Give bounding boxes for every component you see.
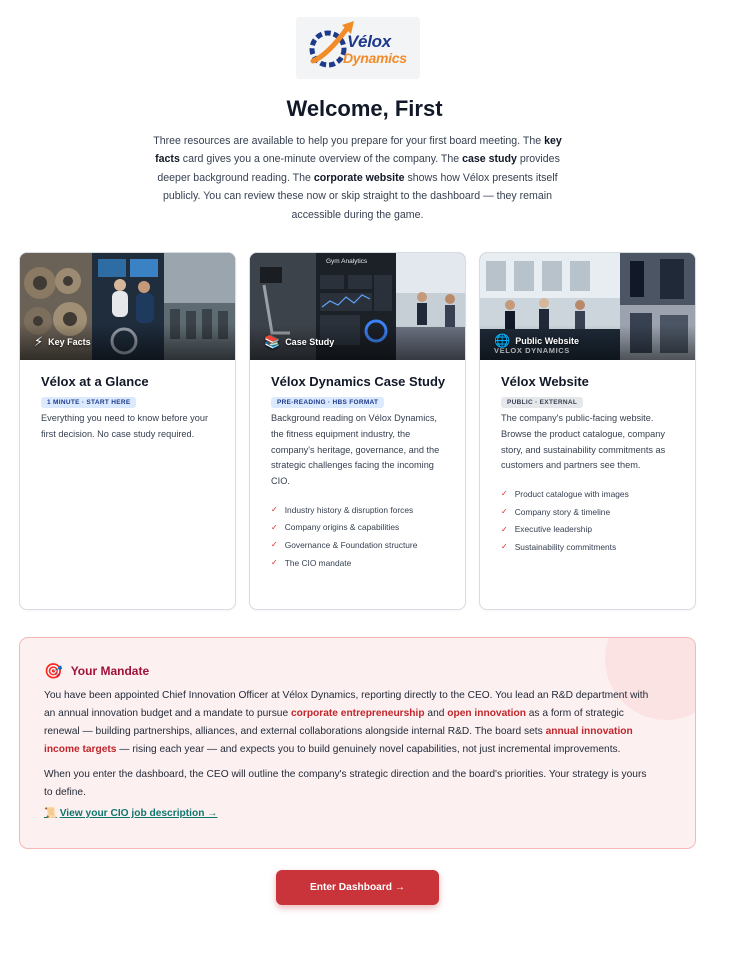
check-icon: ✓ [271, 558, 278, 568]
card-title: Vélox Website [501, 374, 589, 389]
card-badge: PUBLIC · EXTERNAL [501, 397, 583, 408]
highlight-corporate-entrepreneurship: corporate entrepreneurship [290, 708, 425, 719]
intro-website: corporate website [313, 171, 405, 184]
intro-key-facts: key facts [155, 135, 562, 166]
intro-text: Three resources are available to help you prepare for your first board meeting. The key facts card gives you a one-minute overview of the company. The case study provides deeper background reading. The corporate website shows how Vélox presents itself publicly. You can review these now or skip straight to the dashboard — they remain accessible during the game. [153, 135, 562, 221]
mandate-paragraph: You have been appointed Chief Innovation Officer at Vélox Dynamics, reporting directly to the CEO. You lead an R&D department with an annual innovation budget and a mandate to pursue corporate entrepreneurship and open innovation as a form of strategic renewal — building partnerships, alliances, and external collaborations alongside internal R&D. The board sets annual innovation income targets — rising each year — and expects you to build genuinely novel capabilities, not just incremental improvements. [44, 690, 649, 755]
list-item: ✓ Sustainability commitments [501, 541, 617, 552]
card-badge: 1 MINUTE · START HERE [41, 397, 136, 408]
target-icon: 🎯 [44, 663, 63, 680]
logo-wordmark-bottom: Dynamics [343, 50, 407, 66]
logo-wordmark-top: Vélox [347, 32, 391, 51]
check-icon: ✓ [501, 489, 508, 499]
website-image [480, 253, 695, 360]
feature-list [271, 501, 447, 571]
card-badge: PRE-READING · HBS FORMAT [271, 397, 384, 408]
card-website[interactable] [479, 252, 696, 610]
highlight-open-innovation: open innovation [447, 708, 526, 719]
mandate-header [44, 662, 149, 680]
case-study-image-text: Gym Analytics [326, 258, 368, 265]
intro-case-study: case study [462, 153, 517, 166]
mandate-title: Your Mandate [70, 664, 150, 678]
mandate-paragraph-2: When you enter the dashboard, the CEO will outline the company's strategic direction and the board's priorities. Your strategy is yours to define. [44, 769, 647, 798]
card-title: Vélox at a Glance [41, 374, 149, 389]
highlight-income-targets: annual innovation income targets [44, 726, 633, 755]
books-icon: 📚 [264, 334, 281, 349]
website-image-label: 🌐 Public Website [494, 333, 580, 348]
page-title: Welcome, First [286, 96, 443, 121]
velox-logo [296, 17, 420, 79]
list-item: ✓ Industry history & disruption forces [271, 504, 414, 515]
list-item: ✓ Governance & Foundation structure [271, 539, 418, 550]
list-item: ✓ Company origins & capabilities [271, 522, 400, 533]
job-description-link[interactable]: 📜 View your CIO job description → [44, 808, 218, 819]
card-key-facts[interactable] [19, 252, 236, 610]
case-study-image-label: 📚 Case Study [264, 334, 335, 349]
check-icon: ✓ [271, 522, 278, 532]
globe-icon: 🌐 [494, 333, 511, 348]
lightning-icon: ⚡ [34, 334, 44, 349]
card-description: The company's public-facing website. Browse the product catalogue, company story, and sustainability commitments as customers and partners see them. [501, 413, 666, 471]
mandate-panel [19, 637, 696, 849]
list-item: ✓ Company story & timeline [501, 506, 611, 517]
check-icon: ✓ [271, 505, 278, 515]
feature-list [501, 485, 677, 555]
card-title: Vélox Dynamics Case Study [271, 374, 446, 389]
enter-dashboard-button[interactable]: Enter Dashboard → [276, 870, 439, 905]
case-study-image [250, 253, 465, 360]
check-icon: ✓ [501, 507, 508, 517]
website-image-text: VÉLOX DYNAMICS [494, 346, 570, 355]
key-facts-image-label: ⚡ Key Facts [34, 334, 91, 349]
list-item: ✓ Executive leadership [501, 524, 592, 535]
list-item: ✓ The CIO mandate [271, 557, 352, 568]
card-description: Background reading on Vélox Dynamics, the fitness equipment industry, the company's heritage, governance, and the strategic challenges facing the incoming CIO. [271, 413, 440, 487]
list-item: ✓ Product catalogue with images [501, 488, 629, 499]
check-icon: ✓ [501, 542, 508, 552]
card-case-study[interactable] [249, 252, 466, 610]
card-description: Everything you need to know before your first decision. No case study required. [41, 413, 209, 439]
key-facts-image [20, 253, 235, 360]
check-icon: ✓ [271, 540, 278, 550]
check-icon: ✓ [501, 524, 508, 534]
scroll-icon: 📜 [44, 808, 57, 819]
